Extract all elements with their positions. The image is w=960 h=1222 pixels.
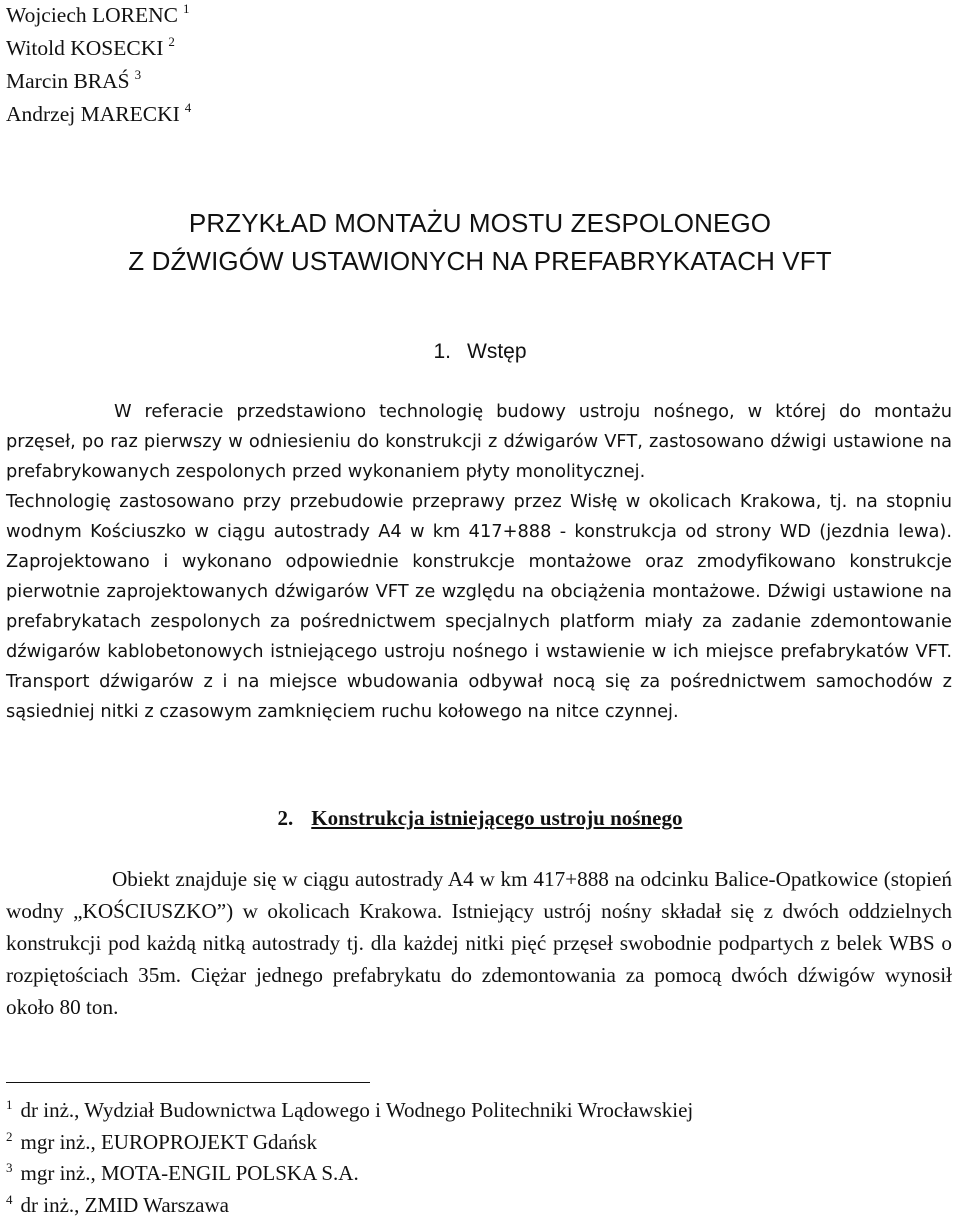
author-list bbox=[6, 0, 191, 132]
footnote-separator bbox=[6, 1082, 370, 1083]
footnote-text: dr inż., Wydział Budownictwa Lądowego i Wodnego Politechniki Wrocławskiej bbox=[21, 1098, 694, 1122]
section-2-heading bbox=[0, 806, 960, 831]
paper-title-line-1: PRZYKŁAD MONTAŻU MOSTU ZESPOLONEGO bbox=[0, 204, 960, 242]
section-1-paragraph-1: W referacie przedstawiono technologię budowy ustroju nośnego, w której do montażu przęseł, po raz pierwszy w odniesieniu do konstrukcji z dźwigarów VFT, zastosowano dźwigi ustawione na prefabrykowanych zespolonych przed wykonaniem płyty monolitycznej. bbox=[6, 397, 952, 487]
footnote bbox=[6, 1191, 693, 1222]
footnote-text: mgr inż., EUROPROJEKT Gdańsk bbox=[21, 1130, 318, 1154]
footnote-text: mgr inż., MOTA-ENGIL POLSKA S.A. bbox=[21, 1161, 359, 1185]
footnote-list bbox=[6, 1096, 693, 1222]
section-1-body bbox=[6, 397, 952, 727]
footnote bbox=[6, 1128, 693, 1160]
section-1-heading bbox=[0, 340, 960, 364]
footnote-mark: 4 bbox=[6, 1192, 13, 1207]
author bbox=[6, 66, 191, 99]
footnote-mark: 2 bbox=[6, 1129, 13, 1144]
author bbox=[6, 0, 191, 33]
author-affiliation-mark: 1 bbox=[183, 1, 190, 16]
paper-title bbox=[0, 204, 960, 280]
author-affiliation-mark: 3 bbox=[135, 67, 142, 82]
footnote-text: dr inż., ZMID Warszawa bbox=[21, 1193, 229, 1217]
author-name: Marcin BRAŚ bbox=[6, 69, 130, 93]
section-1-number: 1. bbox=[433, 340, 451, 363]
author-affiliation-mark: 2 bbox=[168, 34, 175, 49]
author bbox=[6, 33, 191, 66]
section-1-paragraph-2: Technologię zastosowano przy przebudowie przeprawy przez Wisłę w okolicach Krakowa, tj. na stopniu wodnym Kościuszko w ciągu autostrady A4 w km 417+888 - konstrukcja od strony WD (jezdnia lewa). Zaprojektowano i wykonano odpowiednie konstrukcje montażowe oraz zmodyfikowano konstrukcje pierwotnie zaprojektowanych dźwigarów VFT ze względu na obciążenia montażowe. Dźwigi ustawione na prefabrykatach zespolonych za pośrednictwem specjalnych platform miały za zadanie zdemontowanie dźwigarów kablobetonowych istniejącego ustroju nośnego i wstawienie w ich miejsce prefabrykatów VFT. Transport dźwigarów z i na miejsce wbudowania odbywał nocą się za pośrednictwem samochodów z sąsiedniej nitki z czasowym zamknięciem ruchu kołowego na nitce czynnej. bbox=[6, 487, 952, 727]
footnote-mark: 1 bbox=[6, 1097, 13, 1112]
section-2-number: 2. bbox=[278, 806, 294, 830]
author-affiliation-mark: 4 bbox=[185, 100, 192, 115]
section-2-title: Konstrukcja istniejącego ustroju nośnego bbox=[311, 806, 682, 830]
footnote bbox=[6, 1159, 693, 1191]
section-2-paragraph: Obiekt znajduje się w ciągu autostrady A4 w km 417+888 na odcinku Balice-Opatkowice (stopień wodny „KOŚCIUSZKO”) w okolicach Krakowa. Istniejący ustrój nośny składał się z dwóch oddzielnych konstrukcji pod każdą nitką autostrady tj. dla każdej nitki pięć przęseł swobodnie podpartych z belek WBS o rozpiętościach 35m. Ciężar jednego prefabrykatu do zdemontowania za pomocą dwóch dźwigów wynosił około 80 ton. bbox=[6, 863, 952, 1023]
section-1-title: Wstęp bbox=[467, 340, 527, 363]
author bbox=[6, 99, 191, 132]
section-2-body bbox=[6, 863, 952, 1023]
author-name: Andrzej MARECKI bbox=[6, 102, 180, 126]
footnote bbox=[6, 1096, 693, 1128]
paper-title-line-2: Z DŹWIGÓW USTAWIONYCH NA PREFABRYKATACH VFT bbox=[0, 242, 960, 280]
author-name: Wojciech LORENC bbox=[6, 3, 178, 27]
footnote-mark: 3 bbox=[6, 1160, 13, 1175]
author-name: Witold KOSECKI bbox=[6, 36, 163, 60]
